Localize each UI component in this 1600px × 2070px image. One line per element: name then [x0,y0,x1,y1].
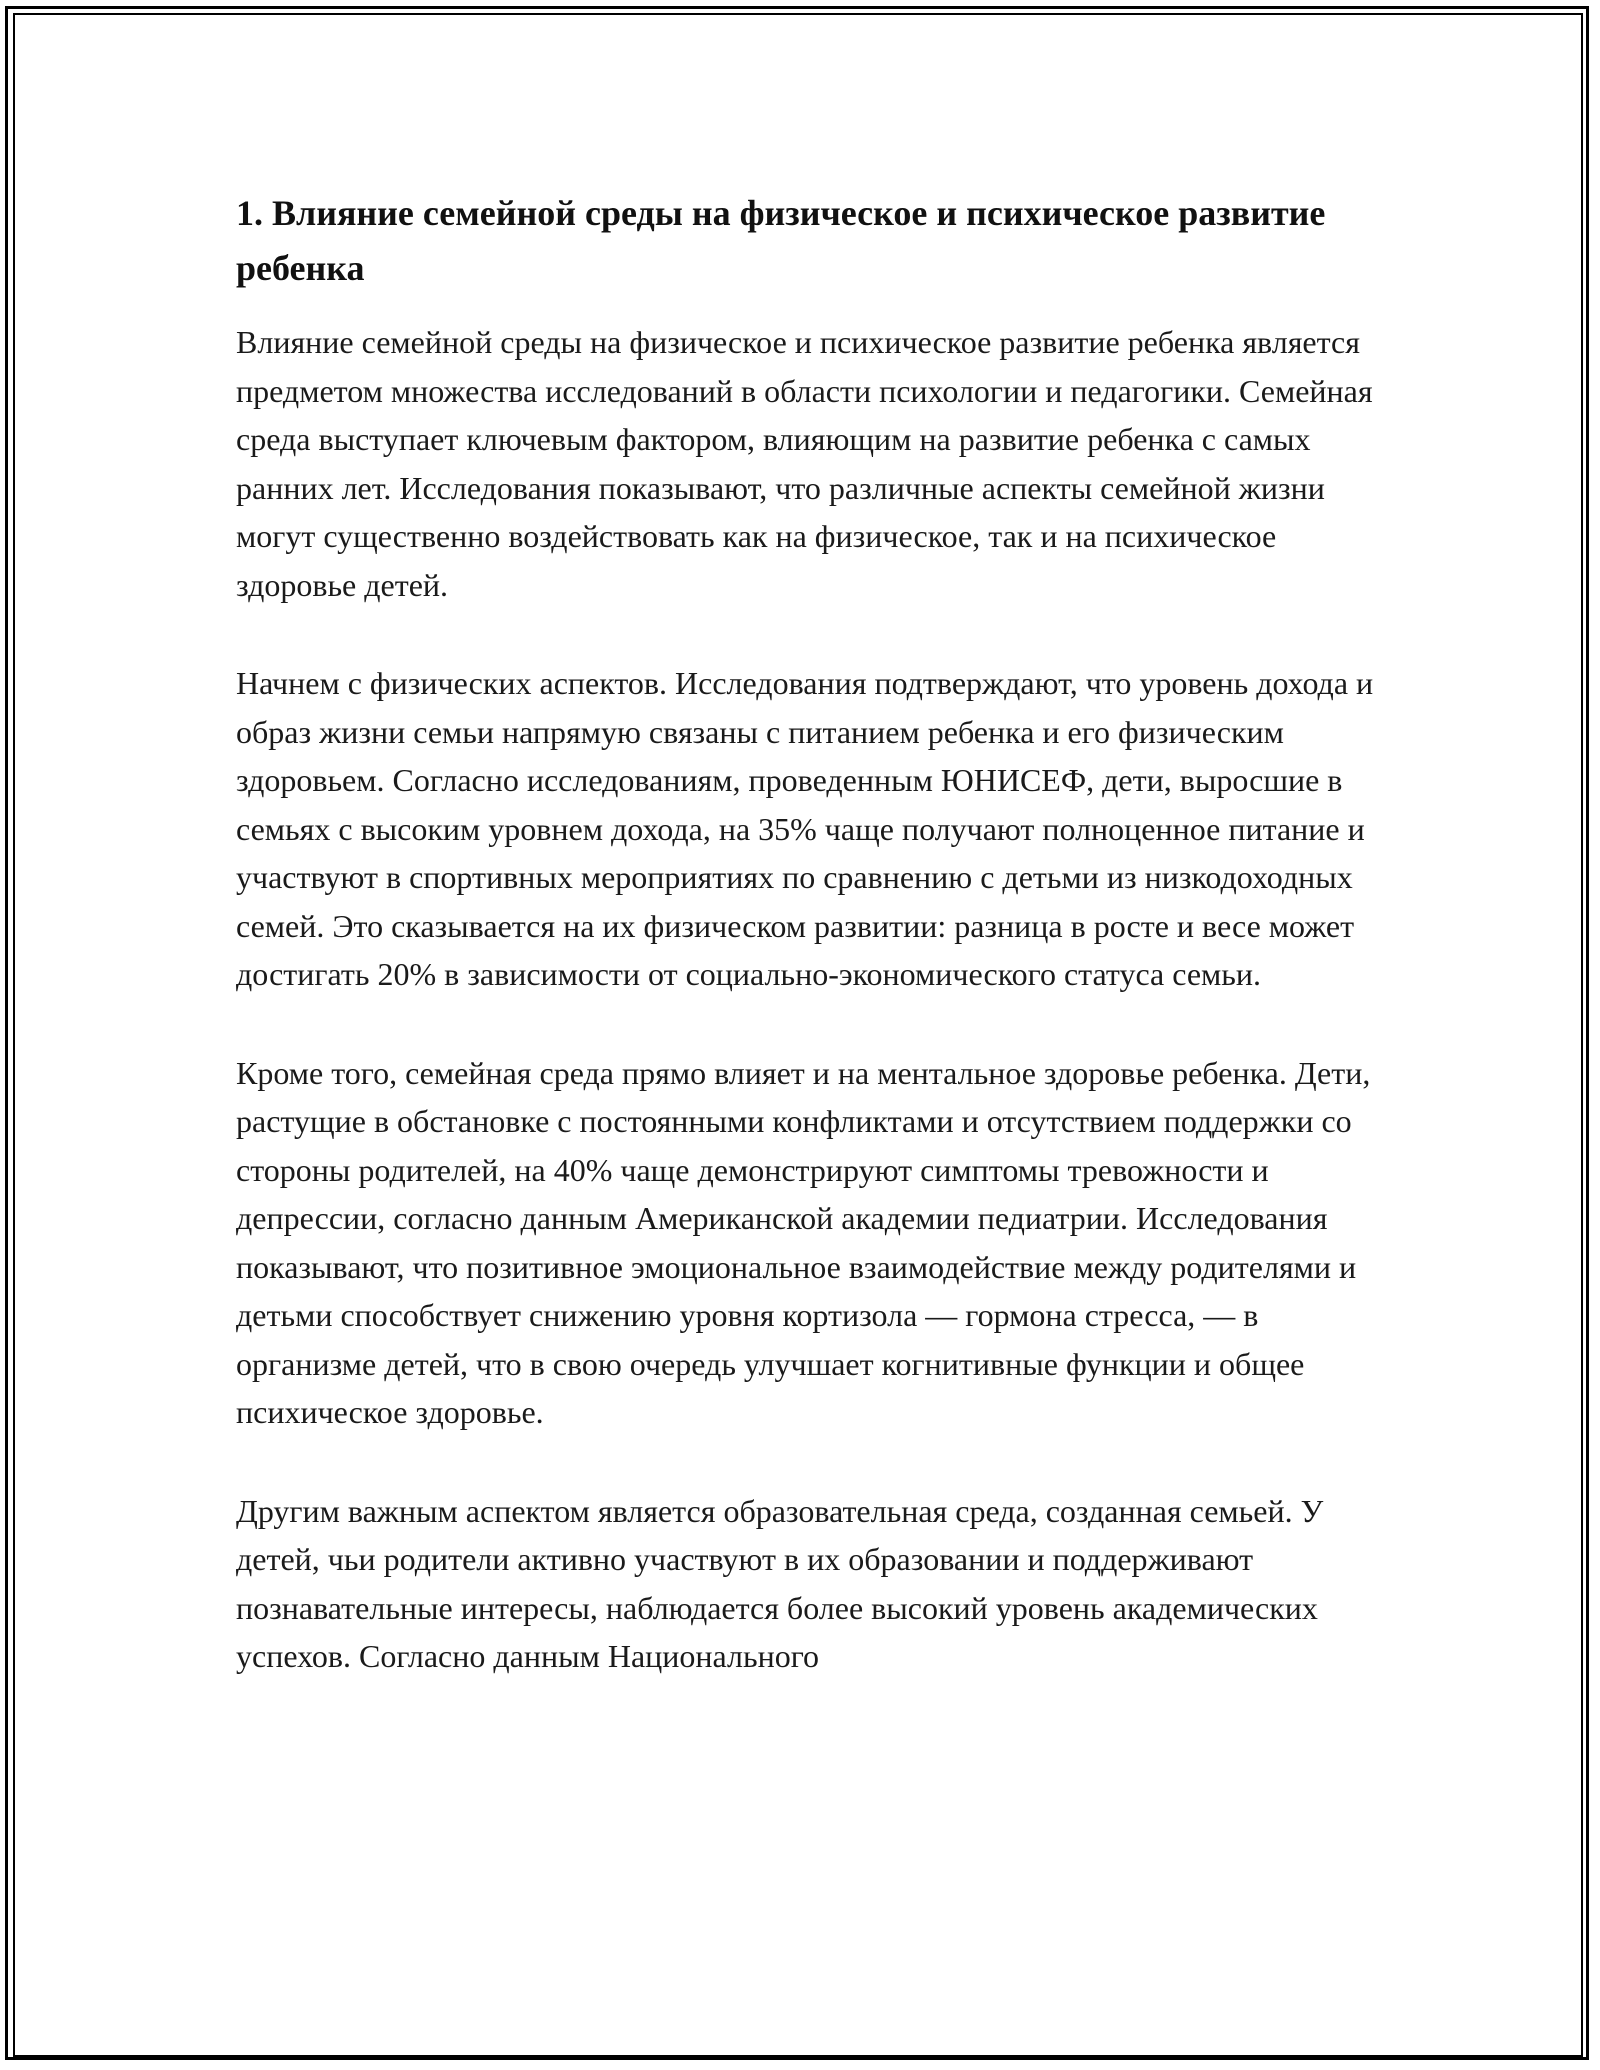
paragraph-mental-health: Кроме того, семейная среда прямо влияет и на ментальное здоровье ребенка. Дети, растущие в обстановке с постоянными конфликтами и отсутствием поддержки со стороны родителей, на 40% чаще демонстрируют симптомы тревожности и депрессии, согласно данным Американской академии педиатрии. Исследования показывают, что позитивное эмоциональное взаимодействие между родителями и детьми способствует снижению уровня кортизола — гормона стресса, — в организме детей, что в свою очередь улучшает когнитивные функции и общее психическое здоровье. [236,1054,1371,1430]
paragraph-intro: Влияние семейной среды на физическое и психическое развитие ребенка является предметом множества исследований в области психологии и педагогики. Семейная среда выступает ключевым фактором, влияющим на развитие ребенка с самых ранних лет. Исследования показывают, что различные аспекты семейной жизни могут существенно воздействовать как на физическое, так и на психическое здоровье детей. [236,324,1373,603]
paragraph-education: Другим важным аспектом является образовательная среда, созданная семьей. У детей, чьи родители активно участвуют в их образовании и поддерживают познавательные интересы, наблюдается более высокий уровень академических успехов. Согласно данным Национального [236,1492,1324,1674]
document-body [236,186,1386,1681]
section-heading: 1. Влияние семейной среды на физическое и психическое развитие ребенка [236,193,1326,288]
paragraph-physical-aspects: Начнем с физических аспектов. Исследования подтверждают, что уровень дохода и образ жизни семьи напрямую связаны с питанием ребенка и его физическим здоровьем. Согласно исследованиям, проведенным ЮНИСЕФ, дети, выросшие в семьях с высоким уровнем дохода, на 35% чаще получают полноценное питание и участвуют в спортивных мероприятиях по сравнению с детьми из низкодоходных семей. Это сказывается на их физическом развитии: разница в росте и весе может достигать 20% в зависимости от социально-экономического статуса семьи. [236,665,1374,992]
